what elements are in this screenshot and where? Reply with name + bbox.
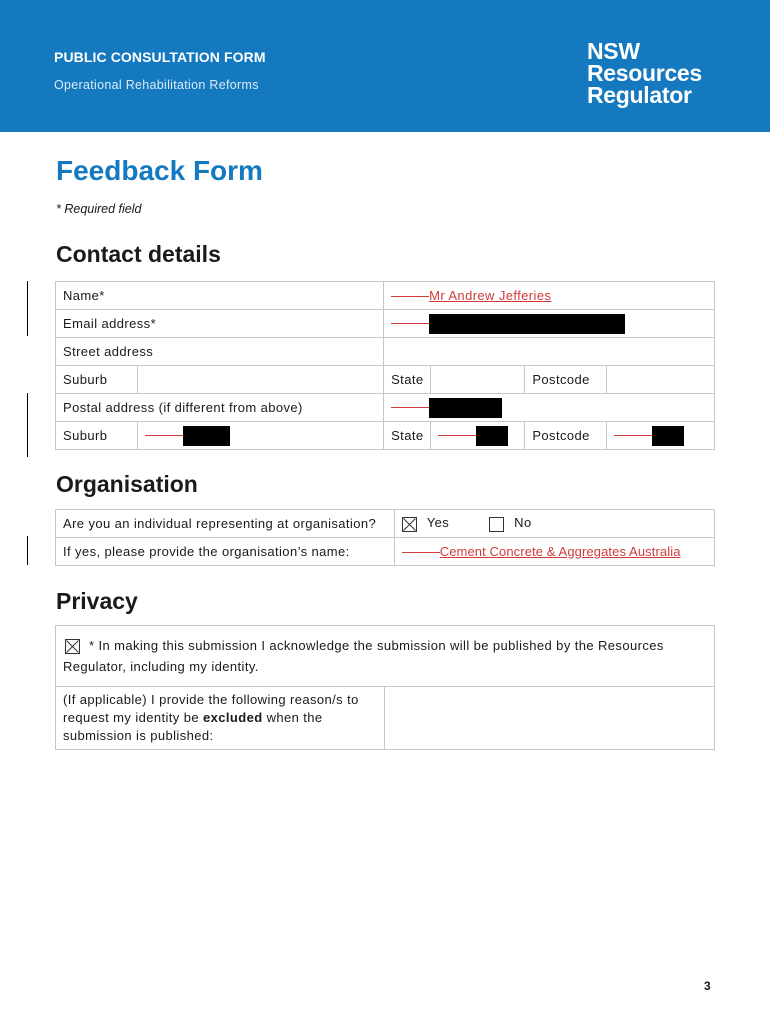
reason-line-3: submission is published:: [63, 728, 214, 743]
representing-question: Are you an individual representing at organisation?: [56, 510, 395, 538]
representing-options: [394, 510, 714, 538]
organisation-name-field[interactable]: [394, 538, 714, 566]
change-bar: [27, 281, 28, 336]
redaction-block: [429, 314, 625, 334]
postal-state-field[interactable]: [431, 422, 525, 450]
page-title: Feedback Form: [56, 155, 263, 186]
redaction-block: [183, 426, 230, 446]
name-field[interactable]: [384, 282, 715, 310]
organisation-name-prompt: If yes, please provide the organisation’s name:: [56, 538, 395, 566]
change-bar: [27, 393, 28, 457]
reason-line-2-pre: request my identity be: [63, 710, 203, 725]
privacy-acknowledgement: [56, 626, 715, 687]
postal-address-field[interactable]: [384, 394, 715, 422]
name-value: Mr Andrew Jefferies: [429, 288, 552, 303]
annotation-line: [391, 296, 429, 297]
required-field-note: * Required field: [56, 202, 142, 216]
redaction-block: [652, 426, 684, 446]
street-address-label: Street address: [56, 338, 384, 366]
contact-details-heading: Contact details: [56, 241, 221, 267]
table-row: [56, 422, 715, 450]
change-bar: [27, 536, 28, 565]
table-row: [56, 366, 715, 394]
street-address-field[interactable]: [384, 338, 715, 366]
postal-state-label: State: [384, 422, 431, 450]
table-row: [56, 510, 715, 538]
annotation-line: [402, 552, 440, 553]
postal-postcode-label: Postcode: [525, 422, 607, 450]
redaction-block: [429, 398, 502, 418]
postcode-label: Postcode: [525, 366, 607, 394]
postal-address-label: Postal address (if different from above): [56, 394, 384, 422]
email-field[interactable]: [384, 310, 715, 338]
email-label: Email address*: [56, 310, 384, 338]
logo-line-3: Regulator: [587, 82, 692, 108]
logo-line-1: NSW: [587, 38, 640, 64]
postcode-field[interactable]: [607, 366, 715, 394]
exclusion-reason-label: [56, 687, 385, 750]
logo-line-2: Resources: [587, 60, 702, 86]
privacy-table: [55, 625, 715, 750]
reason-bold-word: excluded: [203, 710, 263, 725]
table-row: [56, 282, 715, 310]
redaction-block: [476, 426, 508, 446]
annotation-line: [391, 323, 429, 324]
reason-line-2-post: when the: [262, 710, 323, 725]
suburb-field[interactable]: [137, 366, 383, 394]
state-field[interactable]: [431, 366, 525, 394]
table-row: [56, 538, 715, 566]
header-subtitle: Operational Rehabilitation Reforms: [54, 78, 259, 92]
organisation-heading: Organisation: [56, 471, 198, 497]
annotation-line: [438, 435, 476, 436]
page-number: 3: [704, 979, 711, 993]
postal-suburb-field[interactable]: [137, 422, 383, 450]
acknowledgement-text-line-2: Regulator, including my identity.: [63, 659, 259, 674]
no-checkbox[interactable]: [489, 517, 504, 532]
acknowledgement-checkbox[interactable]: [65, 639, 80, 654]
table-row: [56, 394, 715, 422]
state-label: State: [384, 366, 431, 394]
nsw-resources-regulator-logo: [587, 40, 702, 106]
table-row: [56, 310, 715, 338]
annotation-line: [391, 407, 429, 408]
table-row: [56, 338, 715, 366]
privacy-heading: Privacy: [56, 588, 138, 614]
annotation-line: [614, 435, 652, 436]
suburb-label: Suburb: [56, 366, 138, 394]
yes-label: Yes: [426, 515, 450, 531]
organisation-table: [55, 509, 715, 566]
postal-postcode-field[interactable]: [607, 422, 715, 450]
no-label: No: [514, 515, 532, 531]
reason-line-1: (If applicable) I provide the following reason/s to: [63, 692, 359, 707]
yes-checkbox[interactable]: [402, 517, 417, 532]
header-banner: [0, 0, 770, 132]
table-row: [56, 626, 715, 687]
organisation-name-value: Cement Concrete & Aggregates Australia: [439, 544, 681, 559]
name-label: Name*: [56, 282, 384, 310]
postal-suburb-label: Suburb: [56, 422, 138, 450]
acknowledgement-text-line-1: * In making this submission I acknowledge the submission will be published by the Resources: [89, 638, 664, 653]
annotation-line: [145, 435, 183, 436]
header-title: PUBLIC CONSULTATION FORM: [54, 49, 266, 65]
table-row: [56, 687, 715, 750]
contact-details-table: [55, 281, 715, 450]
exclusion-reason-field[interactable]: [384, 687, 714, 750]
